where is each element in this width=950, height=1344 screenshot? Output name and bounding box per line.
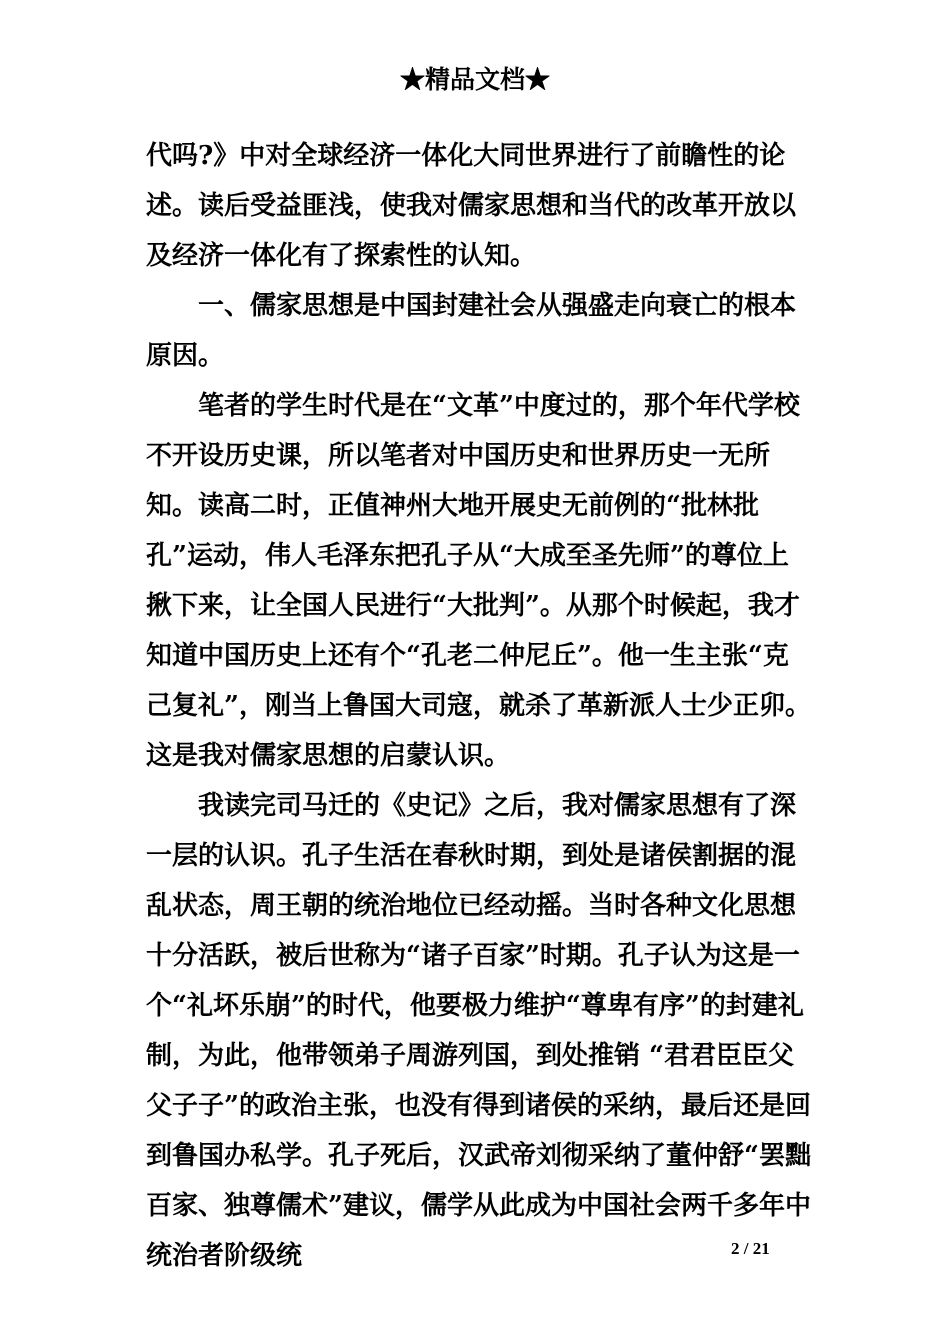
paragraph-3: 笔者的学生时代是在“文革”中度过的，那个年代学校不开设历史课，所以笔者对中国历史和世界历史一无所知。读高二时，正值神州大地开展史无前例的“批林批孔”运动，伟人毛泽东把孔子从“大成至圣先师”的尊位上揪下来，让全国人民进行“大批判”。从那个时候起，我才知道中国历史上还有个“孔老二仲尼丘”。他一生主张“克己复礼”，刚当上鲁国大司寇，就杀了革新派人士少正卯。这是我对儒家思想的启蒙认识。 (146, 391, 811, 771)
paragraph-4: 我读完司马迁的《史记》之后，我对儒家思想有了深一层的认识。孔子生活在春秋时期，到处是诸侯割据的混乱状态，周王朝的统治地位已经动摇。当时各种文化思想十分活跃，被后世称为“诸子百家”时期。孔子认为这是一个“礼坏乐崩”的时代，他要极力维护“尊卑有序”的封建礼制，为此，他带领弟子周游列国，到处推销 “君君臣臣父父子子”的政治主张，也没有得到诸侯的采纳，最后还是回到鲁国办私学。孔子死后，汉武帝刘彻采纳了董仲舒“罢黜百家、独尊儒术”建议，儒学从此成为中国社会两千多年中统治者阶级统 (146, 791, 811, 1271)
page-number: 2 / 21 (731, 1239, 770, 1258)
paragraph-2-section-heading: 一、儒家思想是中国封建社会从强盛走向衰亡的根本原因。 (146, 291, 797, 371)
paragraph-1: 代吗?》中对全球经济一体化大同世界进行了前瞻性的论述。读后受益匪浅，使我对儒家思想和当代的改革开放以及经济一体化有了探索性的认知。 (146, 141, 797, 271)
page-header-title: ★精品文档★ (399, 65, 550, 94)
document-body (146, 131, 814, 1281)
